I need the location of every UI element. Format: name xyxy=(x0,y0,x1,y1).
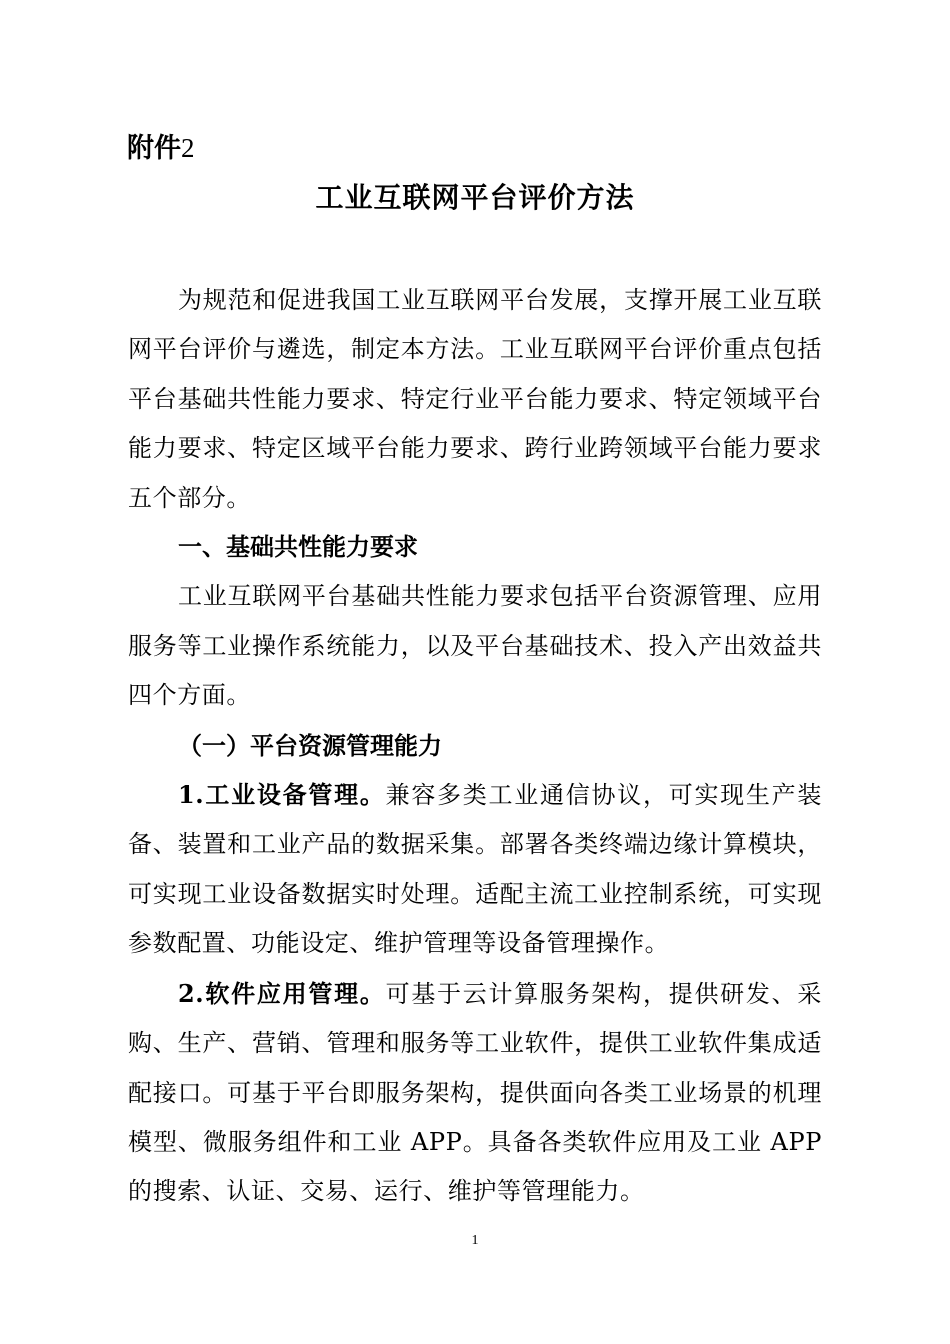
section-heading-1: 一、基础共性能力要求 xyxy=(178,533,418,562)
page-number: 1 xyxy=(471,1233,479,1248)
item-paragraph-1 xyxy=(128,770,822,969)
item-text-2: 可基于云计算服务架构，提供研发、采购、生产、营销、管理和服务等工业软件，提供工业软件集成适配接口。可基于平台即服务架构，提供面向各类工业场景的机理模型、微服务组件和工业 APP。具备各类软件应用及工业 APP 的搜索、认证、交易、运行、维护等管理能力。 xyxy=(128,979,822,1206)
intro-paragraph: 为规范和促进我国工业互联网平台发展，支撑开展工业互联网平台评价与遴选，制定本方法。工业互联网平台评价重点包括平台基础共性能力要求、特定行业平台能力要求、特定领域平台能力要求、特定区域平台能力要求、跨行业跨领域平台能力要求五个部分。 xyxy=(128,286,822,512)
item-lead-1: 1.工业设备管理。 xyxy=(178,780,386,810)
document-body xyxy=(128,276,822,1217)
section-paragraph-1: 工业互联网平台基础共性能力要求包括平台资源管理、应用服务等工业操作系统能力，以及平台基础技术、投入产出效益共四个方面。 xyxy=(128,582,822,710)
item-text-1: 兼容多类工业通信协议，可实现生产装备、装置和工业产品的数据采集。部署各类终端边缘计算模块，可实现工业设备数据实时处理。适配主流工业控制系统，可实现参数配置、功能设定、维护管理等设备管理操作。 xyxy=(128,781,822,958)
annex-word: 附件 xyxy=(127,133,181,164)
item-lead-2: 2.软件应用管理。 xyxy=(178,978,386,1008)
item-paragraph-2 xyxy=(128,969,822,1217)
annex-number: 2 xyxy=(181,133,195,163)
annex-label xyxy=(127,128,195,169)
document-title: 工业互联网平台评价方法 xyxy=(315,181,635,214)
subsection-heading-1: （一）平台资源管理能力 xyxy=(178,730,442,760)
